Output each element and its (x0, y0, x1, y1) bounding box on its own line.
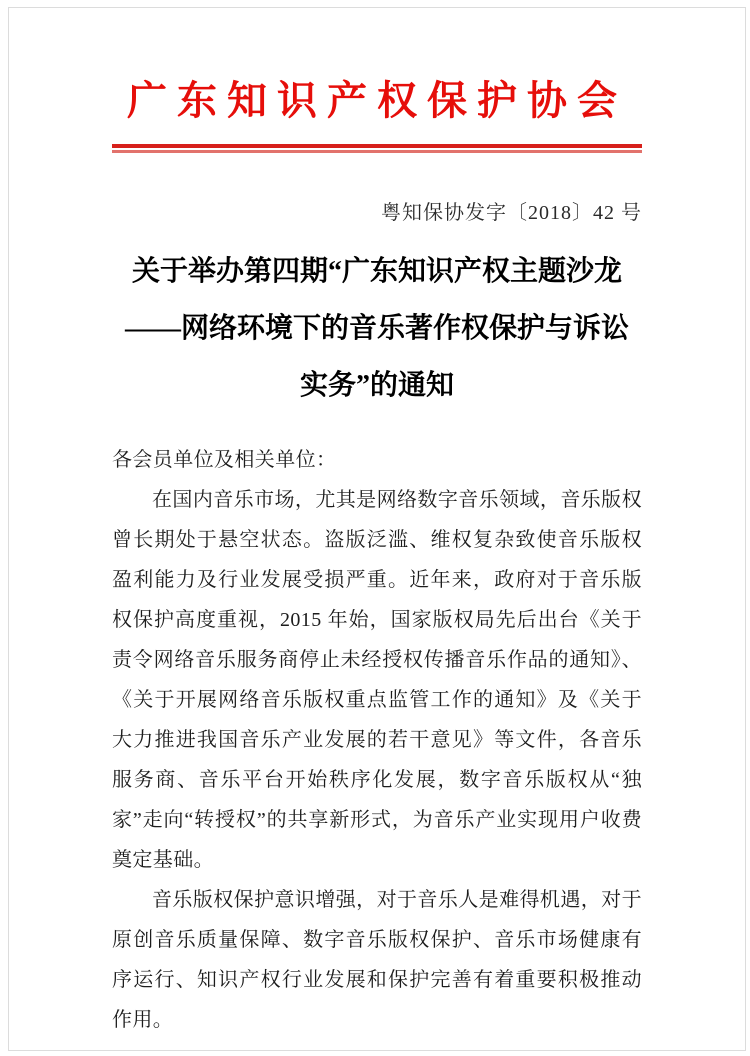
body-paragraph-1: 在国内音乐市场，尤其是网络数字音乐领域，音乐版权曾长期处于悬空状态。盗版泛滥、维权复杂致使音乐版权盈利能力及行业发展受损严重。近年来，政府对于音乐版权保护高度重视，2015 年始，国家版权局先后出台《关于责令网络音乐服务商停止未经授权传播音乐作品的通知》、《关于开展网络音乐版权重点监管工作的通知》及《关于大力推进我国音乐产业发展的若干意见》等文件，各音乐服务商、音乐平台开始秩序化发展，数字音乐版权从“独家”走向“转授权”的共享新形式，为音乐产业实现用户收费奠定基础。 (112, 489, 642, 871)
document-title (112, 243, 642, 414)
body-paragraph-2: 音乐版权保护意识增强，对于音乐人是难得机遇，对于原创音乐质量保障、数字音乐版权保护、音乐市场健康有序运行、知识产权行业发展和保护完善有着重要积极推动作用。 (112, 889, 642, 1031)
rule-bottom-line (112, 150, 642, 153)
document-body (112, 440, 642, 1040)
document-page (8, 7, 746, 1051)
org-name-header: 广东知识产权保护协会 (127, 78, 627, 123)
document-number: 粤知保协发字〔2018〕42 号 (381, 202, 642, 224)
title-line-3: 实务”的通知 (299, 370, 454, 401)
title-line-1: 关于举办第四期“广东知识产权主题沙龙 (131, 256, 622, 287)
salutation: 各会员单位及相关单位： (112, 449, 337, 471)
title-line-2: ——网络环境下的音乐著作权保护与诉讼 (124, 313, 629, 344)
document-content (112, 76, 642, 1040)
header-double-rule (112, 144, 642, 153)
